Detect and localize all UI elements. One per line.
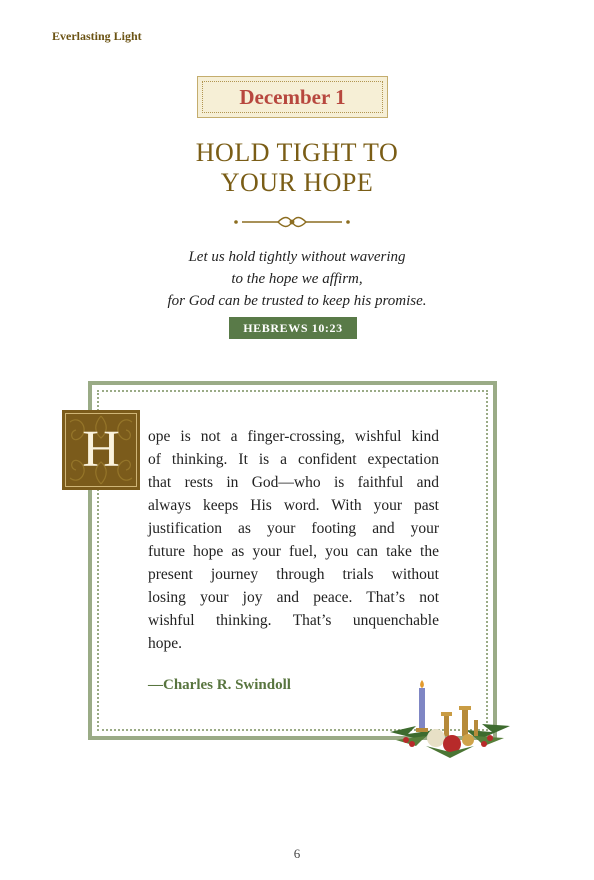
body-line: wishful thinking. That’s unquenchable [148, 612, 439, 629]
body-line: losing your joy and peace. That’s not [148, 589, 439, 606]
scripture-reference: HEBREWS 10:23 [229, 317, 357, 339]
ornament-flourish-icon [232, 214, 352, 230]
verse-line: for God can be trusted to keep his promise. [167, 293, 427, 309]
scripture-verse [0, 246, 594, 312]
title-line: HOLD TIGHT TO [195, 138, 399, 167]
devotion-body [148, 425, 439, 655]
running-head: Everlasting Light [52, 29, 142, 43]
verse-line: to the hope we affirm, [231, 271, 363, 287]
drop-cap-letter: H [82, 421, 120, 478]
body-line: ope is not a finger-crossing, wishful kind [148, 428, 439, 445]
body-line: always keeps His word. With your past [148, 497, 439, 514]
date-label [197, 76, 388, 118]
body-line: justification as your footing and your [148, 520, 439, 537]
attribution: —Charles R. Swindoll [148, 677, 291, 693]
body-line: present journey through trials without [148, 566, 439, 583]
body-line: hope. [148, 635, 183, 652]
christmas-candle-decoration-icon [386, 680, 514, 760]
body-line: of thinking. It is a confident expectation [148, 451, 439, 468]
page-number: 6 [293, 846, 301, 861]
body-line: that rests in God—who is faithful and [148, 474, 439, 491]
body-line: future hope as your fuel, you can take the [148, 543, 439, 560]
date-text: December 1 [239, 84, 346, 109]
verse-line: Let us hold tightly without wavering [188, 249, 406, 265]
title-line: YOUR HOPE [220, 168, 374, 197]
drop-cap [62, 410, 140, 490]
devotion-title [0, 138, 594, 198]
